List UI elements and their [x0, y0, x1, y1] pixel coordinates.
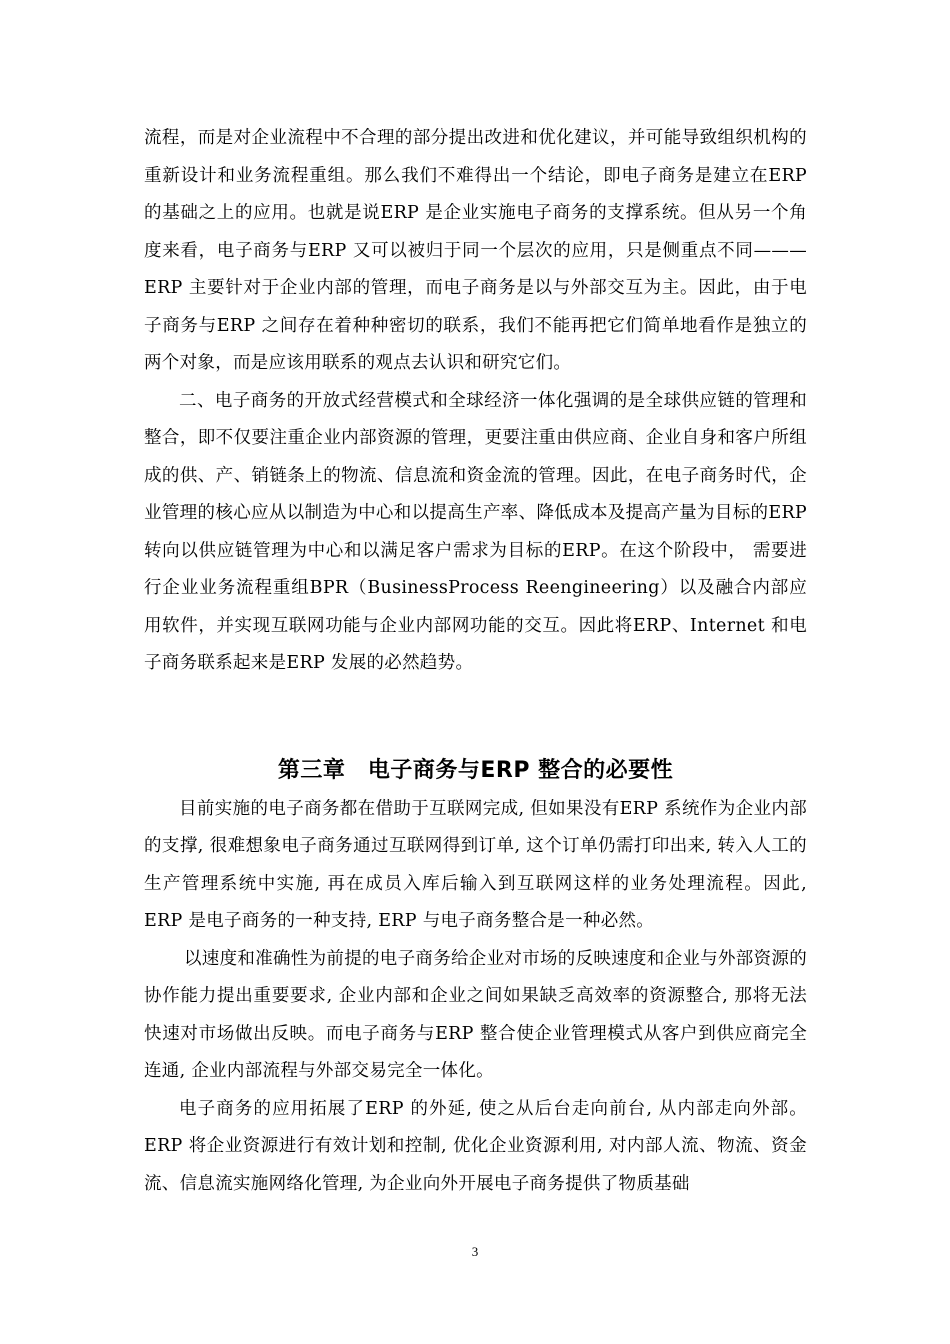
- page-number: 3: [471, 1244, 479, 1259]
- paragraph-chapter-three-3: 电子商务的应用拓展了ERP 的外延, 使之从后台走向前台, 从内部走向外部。ERP 将企业资源进行有效计划和控制, 优化企业资源利用, 对内部人流、物流、资金流、信息流实施网络化管理, 为企业向外开展电子商务提供了物质基础: [144, 1098, 807, 1194]
- paragraph-chapter-three-2: 以速度和准确性为前提的电子商务给企业对市场的反映速度和企业与外部资源的协作能力提出重要要求, 企业内部和企业之间如果缺乏高效率的资源整合, 那将无法快速对市场做出反映。而电子商务与ERP 整合使企业管理模式从客户到供应商完全连通, 企业内部流程与外部交易完全一体化。: [144, 948, 807, 1081]
- paragraph-continuation: 流程，而是对企业流程中不合理的部分提出改进和优化建议，并可能导致组织机构的重新设计和业务流程重组。那么我们不难得出一个结论，即电子商务是建立在ERP 的基础之上的应用。也就是说ERP 是企业实施电子商务的支撑系统。但从另一个角度来看，电子商务与ERP 又可以被归于同一个层次的应用，只是侧重点不同———ERP 主要针对于企业内部的管理，而电子商务是以与外部交互为主。因此，由于电子商务与ERP 之间存在着种种密切的联系，我们不能再把它们简单地看作是独立的两个对象，而是应该用联系的观点去认识和研究它们。: [144, 128, 807, 373]
- paragraph-chapter-three-1: 目前实施的电子商务都在借助于互联网完成, 但如果没有ERP 系统作为企业内部的支撑, 很难想象电子商务通过互联网得到订单, 这个订单仍需打印出来, 转入人工的生产管理系统中实施, 再在成员入库后输入到互联网这样的业务处理流程。因此, ERP 是电子商务的一种支持, ERP 与电子商务整合是一种必然。: [144, 798, 807, 931]
- chapter-title: 第三章 电子商务与ERP 整合的必要性: [277, 757, 674, 783]
- document-body: [144, 120, 807, 1203]
- paragraph-section-two: 二、电子商务的开放式经营模式和全球经济一体化强调的是全球供应链的管理和整合，即不仅要注重企业内部资源的管理，更要注重由供应商、企业自身和客户所组成的供、产、销链条上的物流、信息流和资金流的管理。因此，在电子商务时代，企业管理的核心应从以制造为中心和以提高生产率、降低成本及提高产量为目标的ERP 转向以供应链管理为中心和以满足客户需求为目标的ERP。在这个阶段中， 需要进行企业业务流程重组BPR（BusinessProcess Reengineering）以及融合内部应用软件，并实现互联网功能与企业内部网功能的交互。因此将ERP、Internet 和电子商务联系起来是ERP 发展的必然趋势。: [144, 390, 807, 673]
